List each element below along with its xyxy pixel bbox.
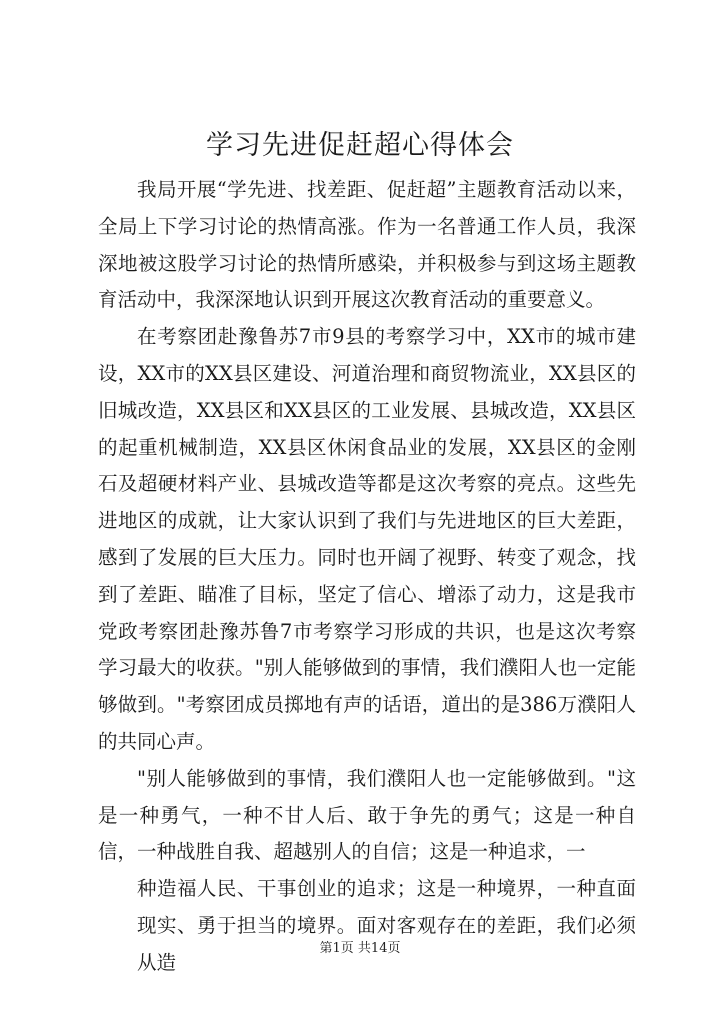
document-title: 学习先进促赶超心得体会 — [206, 130, 514, 161]
page-footer: 第1页 共14页 — [319, 941, 401, 956]
paragraph-inspection: 在考察团赴豫鲁苏7市9县的考察学习中，XX市的城市建设，XX市的XX县区建设、河道治理和商贸物流业，XX县区的旧城改造，XX县区和XX县区的工业发展、县城改造，XX县区的起重机械制造，XX县区休闲食品业的发展，XX县区的金刚石及超硬材料产业、县城改造等都是这次考察的亮点。这些先进地区的成就，让大家认识到了我们与先进地区的巨大差距，感到了发展的巨大压力。同时也开阔了视野、转变了观念，找到了差距、瞄准了目标，坚定了信心、增添了动力，这是我市党政考察团赴豫苏鲁7市考察学习形成的共识，也是这次考察学习最大的收获。"别人能够做到的事情，我们濮阳人也一定能够做到。"考察团成员掷地有声的话语，道出的是386万濮阳人的共同心声。 — [98, 325, 636, 753]
paragraph-courage: "别人能够做到的事情，我们濮阳人也一定能够做到。"这是一种勇气，一种不甘人后、敢于争先的勇气；这是一种自信，一种战胜自我、超越别人的自信；这是一种追求，一 — [98, 766, 636, 864]
document-body — [98, 172, 636, 982]
paragraph-continuation: 种造福人民、干事创业的追求；这是一种境界，一种直面现实、勇于担当的境界。面对客观存在的差距，我们必须从造 — [137, 877, 636, 974]
paragraph-intro: 我局开展“学先进、找差距、促赶超”主题教育活动以来，全局上下学习讨论的热情高涨。作为一名普通工作人员，我深深地被这股学习讨论的热情所感染，并积极参与到这场主题教育活动中，我深深地认识到开展这次教育活动的重要意义。 — [98, 178, 636, 312]
